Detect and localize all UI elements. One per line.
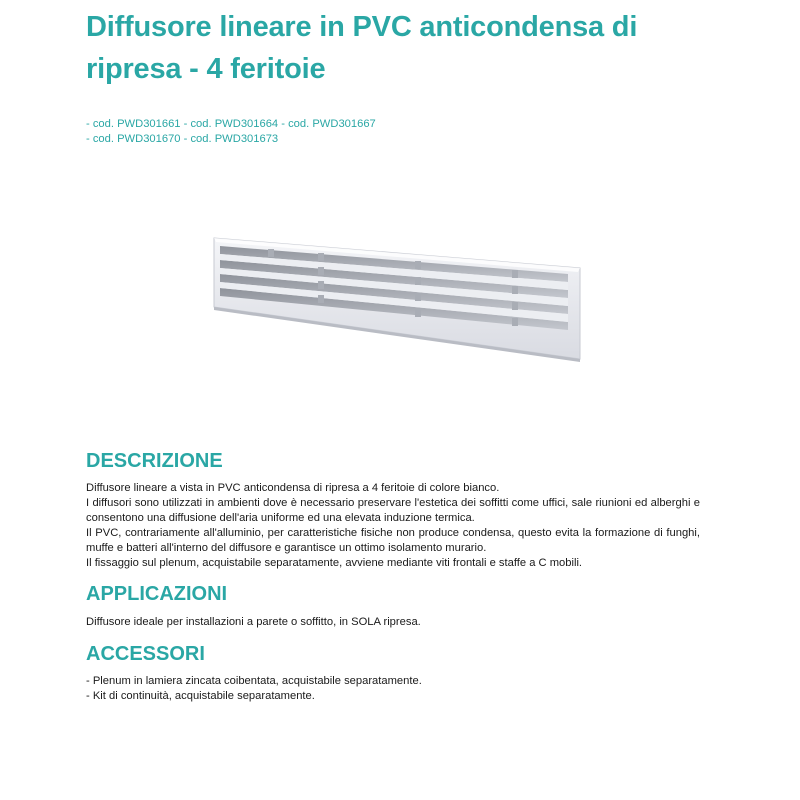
- product-codes-line: - cod. PWD301670 - cod. PWD301673: [86, 133, 279, 145]
- paragraph: Diffusore lineare a vista in PVC anticondensa di ripresa a 4 feritoie di colore bianco.: [86, 482, 500, 494]
- paragraph: I diffusori sono utilizzati in ambienti dove è necessario preservare l'estetica dei soffitti come uffici, sale riunioni ed alberghi e consentono una diffusione dell'aria uniforme ed una elevata induzione termica.: [86, 497, 700, 524]
- section-heading-accessori: ACCESSORI: [86, 643, 205, 665]
- product-codes: [86, 117, 376, 147]
- paragraph: Il PVC, contrariamente all'alluminio, per caratteristiche fisiche non produce condensa, questo evita la formazione di funghi, muffe e batteri all'interno del diffusore e garantisce un ottimo isolamento murario.: [86, 527, 700, 554]
- section-heading-applicazioni: APPLICAZIONI: [86, 583, 228, 605]
- descrizione-text: [86, 481, 700, 571]
- accessori-list: [86, 674, 700, 704]
- list-item: - Plenum in lamiera zincata coibentata, acquistabile separatamente.: [86, 675, 422, 687]
- paragraph: Il fissaggio sul plenum, acquistabile separatamente, avviene mediante viti frontali e staffe a C mobili.: [86, 557, 583, 569]
- paragraph: Diffusore ideale per installazioni a parete o soffitto, in SOLA ripresa.: [86, 616, 421, 628]
- product-image: [210, 232, 585, 367]
- product-title: Diffusore lineare in PVC anticondensa di ripresa - 4 feritoie: [86, 11, 638, 85]
- applicazioni-text: [86, 615, 700, 630]
- product-codes-line: - cod. PWD301661 - cod. PWD301664 - cod. PWD301667: [86, 118, 376, 130]
- list-item: - Kit di continuità, acquistabile separatamente.: [86, 690, 315, 702]
- section-heading-descrizione: DESCRIZIONE: [86, 450, 223, 472]
